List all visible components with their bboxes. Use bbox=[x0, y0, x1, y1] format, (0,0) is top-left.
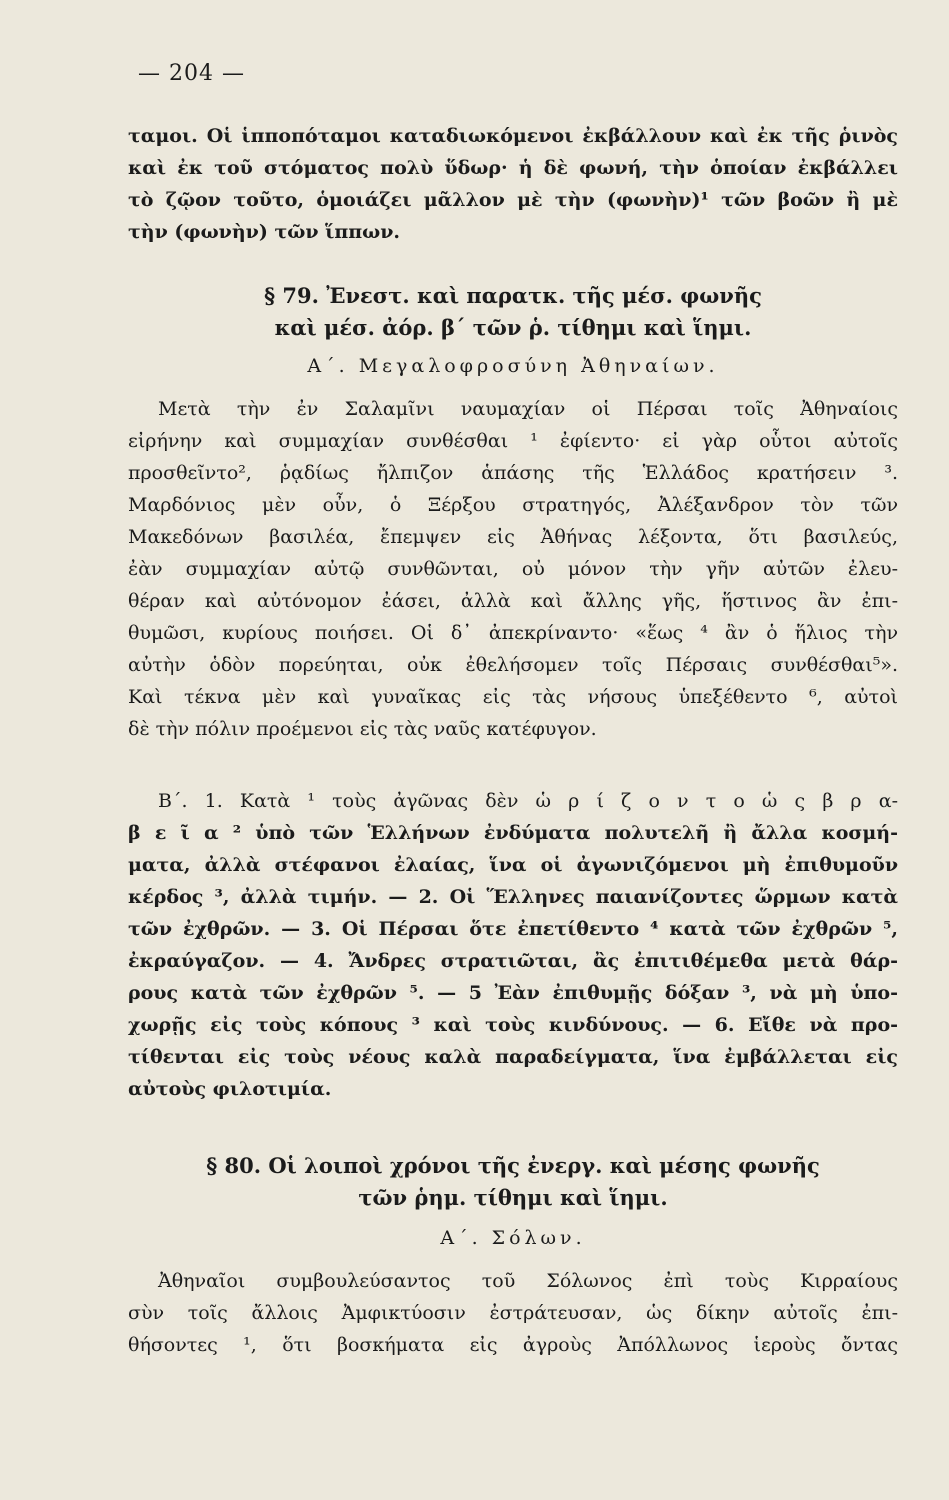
intro-paragraph bbox=[128, 120, 898, 248]
text-line: Μετὰ τὴν ἐν Σαλαμῖνι ναυμαχίαν οἱ Πέρσαι τοῖς Ἀθηναίοις bbox=[158, 398, 898, 420]
section-heading-line: καὶ μέσ. ἀόρ. β´ τῶν ῥ. τίθημι καὶ ἵημι. bbox=[274, 315, 752, 340]
text-line: σὺν τοῖς ἄλλοις Ἀμφικτύοσιν ἐστράτευσαν, ὡς δίκην αὐτοῖς ἐπι- bbox=[128, 1302, 898, 1324]
text-line: τὴν (φωνὴν) τῶν ἵππων. bbox=[128, 221, 401, 243]
text-line: Β´. 1. Κατὰ ¹ τοὺς ἀγῶνας δὲν ὡ ρ ί ζ ο ν τ ο ὡ ς β ρ α- bbox=[158, 790, 898, 812]
text-line: ταμοι. Οἱ ἱπποπόταμοι καταδιωκόμενοι ἐκβάλλουν καὶ ἐκ τῆς ῥινὸς bbox=[128, 125, 898, 147]
text-line: Μακεδόνων βασιλέα, ἔπεμψεν εἰς Ἀθήνας λέξοντα, ὅτι βασιλεύς, bbox=[128, 526, 898, 548]
text-line: τῶν ἐχθρῶν. — 3. Οἱ Πέρσαι ὅτε ἐπετίθεντο ⁴ κατὰ τῶν ἐχθρῶν ⁵, bbox=[128, 918, 898, 940]
subsection-title: Α´. Σόλων. bbox=[440, 1227, 586, 1249]
text-line: θήσοντες ¹, ὅτι βοσκήματα εἰς ἀγροὺς Ἀπόλλωνος ἱεροὺς ὄντας bbox=[128, 1334, 898, 1356]
text-line: αὐτὴν ὁδὸν πορεύηται, οὐκ ἐθελήσομεν τοῖς Πέρσαις συνθέσθαι⁵». bbox=[128, 654, 898, 676]
text-line: Καὶ τέκνα μὲν καὶ γυναῖκας εἰς τὰς νήσους ὑπεξέθεντο ⁶, αὐτοὶ bbox=[128, 686, 898, 708]
page-number: — 204 — bbox=[138, 61, 245, 86]
text-line: ματα, ἀλλὰ στέφανοι ἐλαίας, ἵνα οἱ ἀγωνιζόμενοι μὴ ἐπιθυμοῦν bbox=[128, 854, 898, 876]
text-line: δὲ τὴν πόλιν προέμενοι εἰς τὰς ναῦς κατέφυγον. bbox=[128, 718, 597, 740]
section-80-text-a bbox=[128, 1265, 898, 1361]
text-line: προσθεῖντο², ῥᾳδίως ἤλπιζον ἁπάσης τῆς Ἑλλάδος κρατήσειν ³. bbox=[128, 462, 898, 484]
section-80-subtitle bbox=[128, 1222, 898, 1254]
section-79-text-b bbox=[128, 785, 898, 1105]
text-line: Ἀθηναῖοι συμβουλεύσαντος τοῦ Σόλωνος ἐπὶ τοὺς Κιρραίους bbox=[158, 1270, 898, 1292]
text-line: θυμῶσι, κυρίους ποιήσει. Οἱ δ᾽ ἀπεκρίναντο· «ἕως ⁴ ἂν ὁ ἥλιος τὴν bbox=[128, 622, 898, 644]
text-line: χωρῇς εἰς τοὺς κόπους ³ καὶ τοὺς κινδύνους. — 6. Εἴθε νὰ προ- bbox=[128, 1014, 898, 1036]
text-line: θέραν καὶ αὐτόνομον ἐάσει, ἀλλὰ καὶ ἄλλης γῆς, ἥστινος ἂν ἐπι- bbox=[128, 590, 898, 612]
text-line: Μαρδόνιος μὲν οὖν, ὁ Ξέρξου στρατηγός, Ἀλέξανδρον τὸν τῶν bbox=[128, 494, 898, 516]
text-line: ἐκραύγαζον. — 4. Ἄνδρες στρατιῶται, ἂς ἐπιτιθέμεθα μετὰ θάρ- bbox=[128, 950, 898, 972]
text-line: ἐὰν συμμαχίαν αὐτῷ συνθῶνται, οὐ μόνον τὴν γῆν αὐτῶν ἐλευ- bbox=[128, 558, 898, 580]
section-heading-line: § 79. Ἐνεστ. καὶ παρατκ. τῆς μέσ. φωνῆς bbox=[264, 283, 762, 308]
text-line: ρους κατὰ τῶν ἐχθρῶν ⁵. — 5 Ἐὰν ἐπιθυμῇς δόξαν ³, νὰ μὴ ὑπο- bbox=[128, 982, 898, 1004]
text-line: εἰρήνην καὶ συμμαχίαν συνθέσθαι ¹ ἐφίεντο· εἰ γὰρ οὗτοι αὐτοῖς bbox=[128, 430, 898, 452]
section-heading-line: § 80. Οἱ λοιποὶ χρόνοι τῆς ἐνεργ. καὶ μέσης φωνῆς bbox=[206, 1153, 820, 1178]
section-heading-line: τῶν ῥημ. τίθημι καὶ ἵημι. bbox=[358, 1185, 668, 1210]
section-79-heading bbox=[128, 280, 898, 344]
subsection-title: Α´. Μεγαλοφροσύνη Ἀθηναίων. bbox=[307, 355, 719, 377]
text-line: κέρδος ³, ἀλλὰ τιμήν. — 2. Οἱ Ἕλληνες παιανίζοντες ὥρμων κατὰ bbox=[128, 886, 898, 908]
text-line: τὸ ζῷον τοῦτο, ὁμοιάζει μᾶλλον μὲ τὴν (φωνὴν)¹ τῶν βοῶν ἢ μὲ bbox=[128, 189, 898, 211]
text-line: καὶ ἐκ τοῦ στόματος πολὺ ὕδωρ· ἡ δὲ φωνή, τὴν ὁποίαν ἐκβάλλει bbox=[128, 157, 898, 179]
text-line: αὐτοὺς φιλοτιμία. bbox=[128, 1078, 332, 1100]
section-79-subtitle bbox=[128, 350, 898, 382]
section-80-heading bbox=[128, 1150, 898, 1214]
section-79-text-a bbox=[128, 393, 898, 745]
text-line: τίθενται εἰς τοὺς νέους καλὰ παραδείγματα, ἵνα ἐμβάλλεται εἰς bbox=[128, 1046, 898, 1068]
text-line: β ε ῖ α ² ὑπὸ τῶν Ἑλλήνων ἐνδύματα πολυτελῆ ἢ ἄλλα κοσμή- bbox=[128, 822, 898, 844]
